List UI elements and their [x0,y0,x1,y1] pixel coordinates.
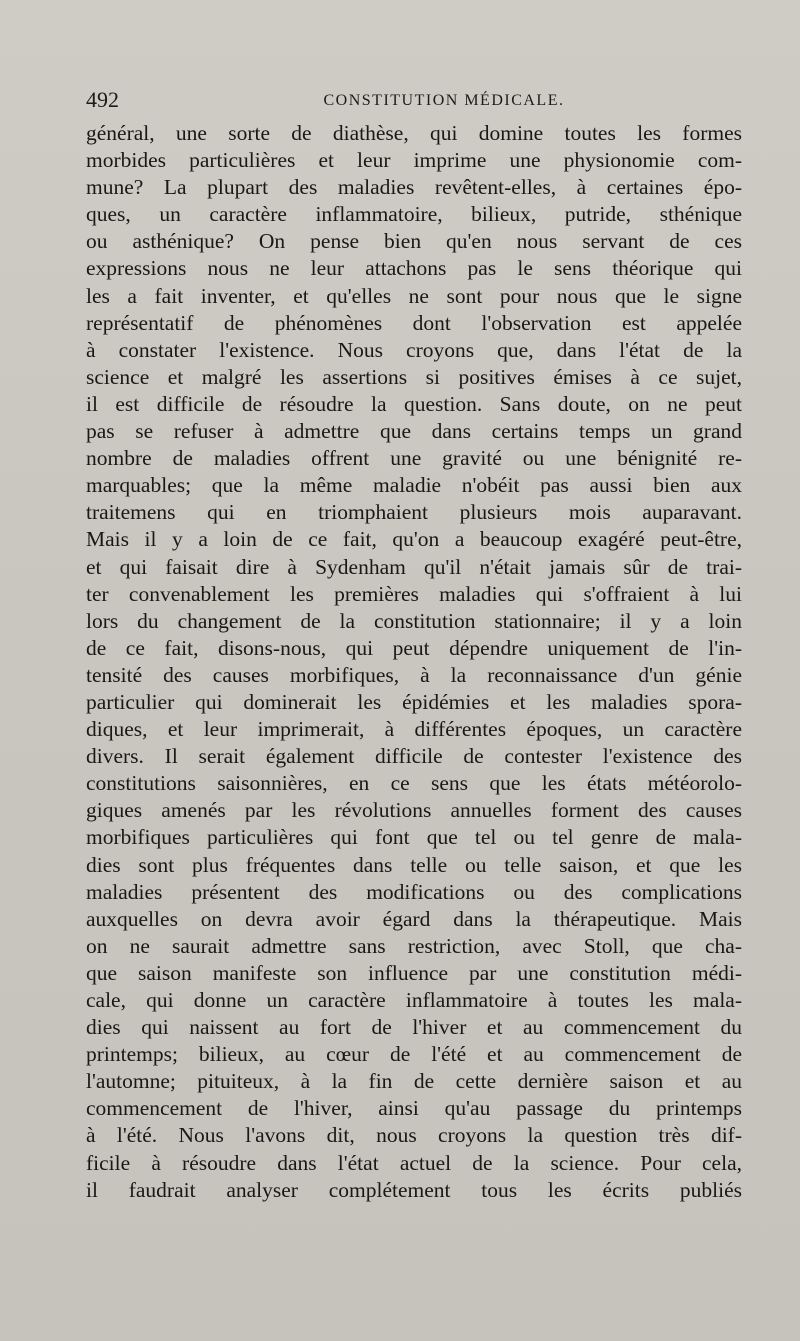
text-line: il faudrait analyser complétement tous les écrits publiés [86,1177,742,1202]
text-line: mune? La plupart des maladies revêtent-elles, à certaines épo- [86,175,742,200]
text-line: marquables; que la même maladie n'obéit pas aussi bien aux [86,473,742,498]
text-line: ou asthénique? On pense bien qu'en nous servant de ces [86,229,742,254]
text-line: morbides particulières et leur imprime une physionomie com- [86,148,742,173]
text-line: ter convenablement les premières maladies qui s'offraient à lui [86,581,742,606]
text-line: dies qui naissent au fort de l'hiver et au commencement du [86,1015,742,1040]
text-line: dies sont plus fréquentes dans telle ou telle saison, et que les [86,852,742,877]
text-line: particulier qui dominerait les épidémies et les maladies spora- [86,689,742,714]
text-line: ficile à résoudre dans l'état actuel de la science. Pour cela, [86,1150,742,1175]
text-line: cale, qui donne un caractère inflammatoire à toutes les mala- [86,988,742,1012]
text-line: giques amenés par les révolutions annuelles forment des causes [86,798,742,823]
text-line: science et malgré les assertions si positives émises à ce sujet, [86,364,742,389]
text-line: de ce fait, disons-nous, qui peut dépendre uniquement de l'in- [86,635,742,660]
text-line: tensité des causes morbifiques, à la reconnaissance d'un génie [86,662,742,687]
text-line: maladies présentent des modifications ou des complications [86,879,742,904]
text-line: à l'été. Nous l'avons dit, nous croyons la question très dif- [86,1123,742,1148]
text-line: morbifiques particulières qui font que tel ou tel genre de mala- [86,825,742,850]
text-line: constitutions saisonnières, en ce sens que les états météorolo- [86,771,742,796]
text-line: les a fait inventer, et qu'elles ne sont pour nous que le signe [86,283,742,308]
text-line: que saison manifeste son influence par une constitution médi- [86,960,742,985]
text-line: commencement de l'hiver, ainsi qu'au passage du printemps [86,1096,742,1121]
text-line: diques, et leur imprimerait, à différentes époques, un caractère [86,717,742,742]
text-line: à constater l'existence. Nous croyons que, dans l'état de la [86,337,742,362]
text-line: l'automne; pituiteux, à la fin de cette dernière saison et au [86,1069,742,1094]
text-line: expressions nous ne leur attachons pas le sens théorique qui [86,256,742,281]
text-line: Mais il y a loin de ce fait, qu'on a beaucoup exagéré peut-être, [86,527,742,552]
text-line: représentatif de phénomènes dont l'observation est appelée [86,310,742,335]
text-line: il est difficile de résoudre la question. Sans doute, on ne peut [86,391,742,416]
text-line: traitemens qui en triomphaient plusieurs mois auparavant. [86,500,742,525]
text-line: général, une sorte de diathèse, qui domine toutes les formes [86,121,742,145]
text-line: ques, un caractère inflammatoire, bilieux, putride, sthénique [86,202,742,227]
text-line: et qui faisait dire à Sydenham qu'il n'était jamais sûr de trai- [86,554,742,579]
text-line: divers. Il serait également difficile de contester l'existence des [86,744,742,769]
text-line: pas se refuser à admettre que dans certains temps un grand [86,419,742,444]
running-title: CONSTITUTION MÉDICALE. [323,92,565,109]
text-line: nombre de maladies offrent une gravité ou une bénignité re- [86,446,742,471]
text-line: on ne saurait admettre sans restriction, avec Stoll, que cha- [86,933,742,958]
page-number: 492 [86,87,119,112]
text-line: lors du changement de la constitution stationnaire; il y a loin [86,608,742,633]
text-line: auxquelles on devra avoir égard dans la thérapeutique. Mais [86,906,742,931]
body-text [86,120,742,1204]
running-head [86,86,742,114]
text-line: printemps; bilieux, au cœur de l'été et au commencement de [86,1042,742,1067]
